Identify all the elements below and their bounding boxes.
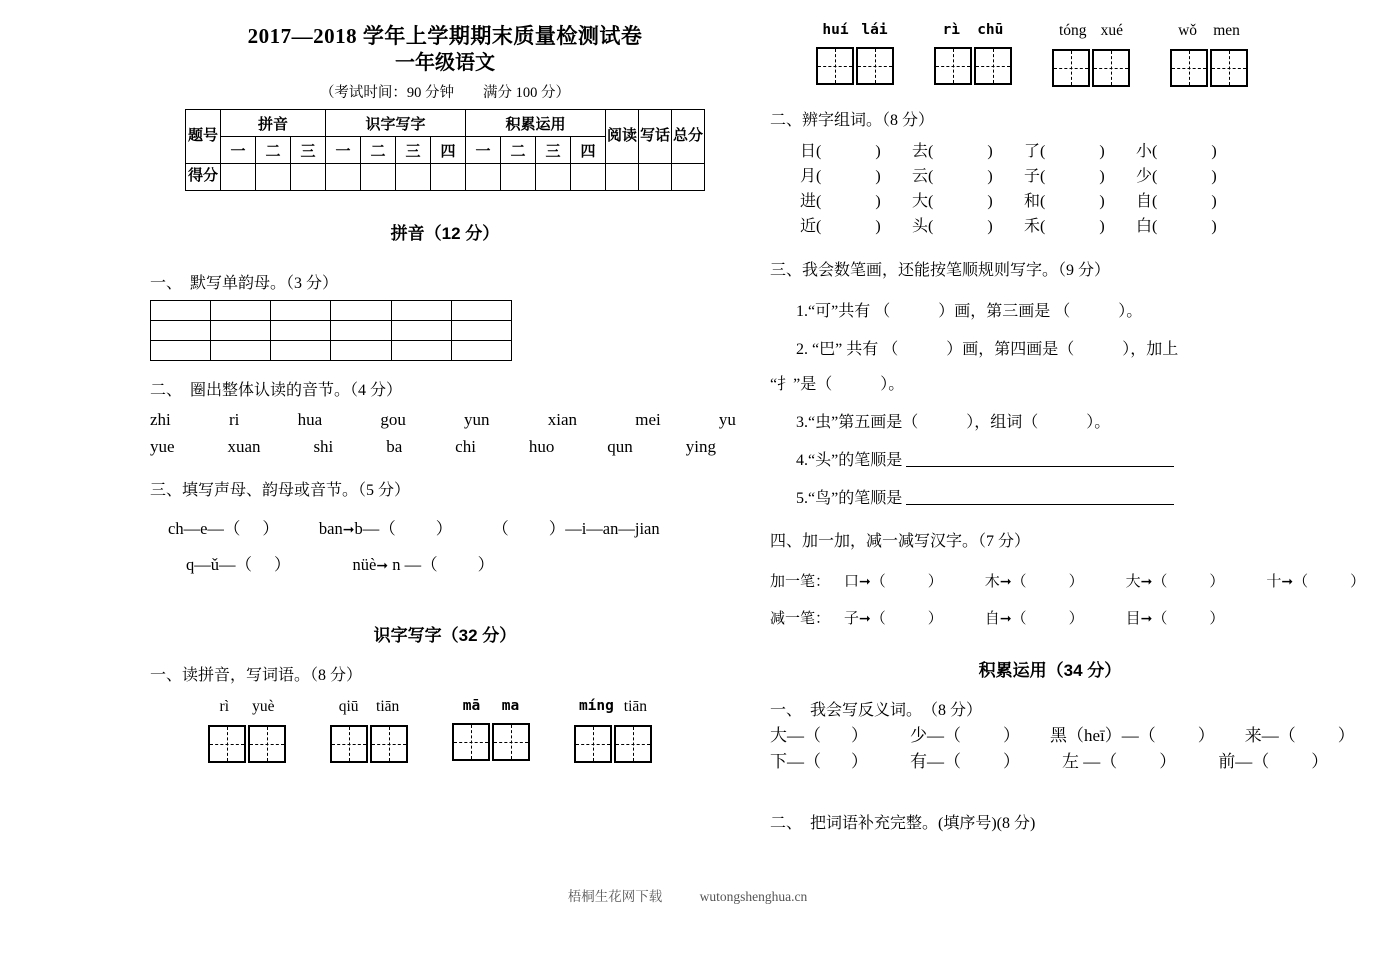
score-cell[interactable]: [672, 164, 705, 191]
bianzi-char: 子(: [1024, 168, 1046, 185]
tianzige-pair: [330, 725, 408, 763]
bianzi-paren-close: ): [875, 168, 881, 185]
syllable-row-1: [150, 410, 740, 430]
write-words-exercise-right: [770, 22, 1330, 87]
tianzige-pair: [208, 725, 286, 763]
pinyin-syllable: rì: [942, 22, 961, 38]
pinyin-syllable: tiān: [376, 698, 400, 716]
group-head-shizi: 识字写字: [326, 110, 466, 137]
antonym-prompt: 有—（: [910, 751, 961, 771]
question-heading-pinyin-2: 二、 圈出整体认读的音节。（4 分）: [150, 382, 403, 400]
antonym-prompt: 左 —（: [1062, 751, 1118, 771]
score-cell[interactable]: [431, 164, 466, 191]
bianzi-char: 进(: [800, 193, 822, 210]
left-column: [150, 22, 740, 763]
word-group: [934, 22, 1012, 87]
pinyin-label-pair: [1052, 22, 1130, 40]
subtract-stroke-label: 减一笔：: [770, 611, 831, 627]
question-heading-shizi-1: 一、读拼音，写词语。（8 分）: [150, 667, 363, 685]
paren-open: （: [1293, 574, 1309, 590]
bianzi-paren-close: ): [1099, 168, 1105, 185]
right-column: [770, 22, 1366, 836]
character-word-grid: [800, 137, 1248, 237]
bianzi-cell[interactable]: [912, 162, 1024, 187]
pinyin-syllable: ma: [501, 698, 520, 715]
bianzi-char: 大(: [912, 193, 934, 210]
page-title: 2017—2018 学年上学期期末质量检测试卷: [247, 24, 643, 48]
stroke-char: 口: [844, 574, 860, 590]
answer-blank[interactable]: ）: [1350, 574, 1366, 590]
footer-brand: 梧桐生花网下载: [567, 889, 663, 904]
word-group: [208, 698, 286, 763]
syllable[interactable]: gou: [380, 410, 406, 430]
grid-cell[interactable]: [211, 321, 271, 341]
tianzige-box[interactable]: [248, 725, 286, 763]
tianzige-box[interactable]: [1170, 49, 1208, 87]
bianzi-paren-close: ): [1211, 193, 1217, 210]
bianzi-char: 去(: [912, 143, 934, 160]
pinyin-label-pair: [934, 22, 1012, 38]
tianzige-pair: [452, 723, 530, 761]
add-stroke-label: 加一笔：: [770, 574, 831, 590]
column-head-reading: 阅读: [606, 110, 639, 164]
answer-blank[interactable]: ）: [851, 726, 868, 745]
question-heading-shizi-2: 二、辨字组词。（8 分）: [770, 112, 935, 129]
pinyin-syllable: chū: [977, 22, 1004, 38]
syllable[interactable]: yue: [150, 437, 175, 457]
bianzi-paren-close: ): [987, 193, 993, 210]
answer-blank[interactable]: ）: [1068, 574, 1084, 590]
sub-head-shizi-2: 二: [361, 137, 396, 164]
stroke-item-2-cont[interactable]: “扌”是（ ）。: [770, 376, 905, 393]
arrow-icon: ➞: [1140, 612, 1153, 627]
tianzige-box[interactable]: [1092, 49, 1130, 87]
bianzi-cell[interactable]: [912, 212, 1024, 237]
grid-cell[interactable]: [151, 301, 211, 321]
pinyin-label-pair: [330, 698, 408, 716]
answer-underline[interactable]: [906, 490, 1174, 505]
arrow-icon: ➞: [342, 523, 355, 539]
stroke-char: 自: [984, 611, 1000, 627]
bianzi-paren-close: ): [1211, 218, 1217, 235]
grid-cell[interactable]: [391, 321, 451, 341]
bianzi-cell[interactable]: [1024, 187, 1136, 212]
answer-blank[interactable]: ）: [1209, 611, 1225, 627]
pinyin-syllable: men: [1213, 22, 1240, 39]
stroke-item-2[interactable]: 2. “巴” 共有 （ ）画，第四画是（ ），加上: [796, 341, 1179, 358]
bianzi-paren-close: ): [875, 218, 881, 235]
syllable[interactable]: ri: [228, 410, 240, 430]
word-group: [1170, 22, 1248, 87]
grid-cell[interactable]: [331, 321, 391, 341]
fill-prompt: ban: [318, 519, 343, 539]
bianzi-cell[interactable]: [800, 212, 912, 237]
bianzi-char: 近(: [800, 218, 822, 235]
grid-cell[interactable]: [271, 321, 331, 341]
tianzige-box[interactable]: [614, 725, 652, 763]
syllable[interactable]: hua: [297, 410, 323, 430]
bianzi-cell[interactable]: [1136, 212, 1248, 237]
antonym-prompt: 少—（: [910, 726, 961, 745]
score-cell[interactable]: [256, 164, 291, 191]
answer-blank[interactable]: ）: [927, 574, 943, 590]
answer-blank[interactable]: ）: [1159, 751, 1177, 771]
stroke-char: 目: [1125, 611, 1141, 627]
column-head-writing: 写话: [639, 110, 672, 164]
answer-blank[interactable]: ）: [1003, 751, 1020, 771]
pinyin-syllable: rì: [219, 698, 229, 716]
bianzi-cell[interactable]: [912, 187, 1024, 212]
word-group: [452, 698, 530, 763]
pinyin-syllable: huí: [822, 22, 849, 38]
pinyin-label-pair: [1170, 22, 1248, 40]
score-cell[interactable]: [536, 164, 571, 191]
bianzi-paren-close: ): [1099, 193, 1105, 210]
grid-cell[interactable]: [211, 341, 271, 361]
section-title-shizi: 识字写字（32 分）: [373, 626, 517, 646]
pinyin-label-pair: [574, 698, 652, 716]
question-heading-jilei-1: 一、 我会写反义词。 （8 分）: [770, 702, 983, 719]
answer-blank[interactable]: ）: [851, 751, 868, 771]
fill-answer-blank[interactable]: ）—i—an—jian: [548, 519, 660, 539]
sub-head-shizi-4: 四: [431, 137, 466, 164]
stroke-char: 木: [984, 574, 1000, 590]
sub-head-shizi-1: 一: [326, 137, 361, 164]
question-heading-pinyin-1: 一、 默写单韵母。（3 分）: [150, 275, 339, 293]
section-title-jilei: 积累运用（34 分）: [978, 661, 1122, 680]
syllable[interactable]: ba: [386, 437, 403, 457]
table-row-score: [186, 164, 705, 191]
tianzige-pair: [1170, 49, 1248, 87]
sub-head-jilei-2: 二: [501, 137, 536, 164]
grid-cell[interactable]: [451, 301, 511, 321]
group-head-pinyin: 拼音: [221, 110, 326, 137]
tianzige-box[interactable]: [1052, 49, 1090, 87]
antonym-row-1: [770, 723, 1355, 749]
fill-prompt: （: [492, 519, 509, 539]
column-head-total: 总分: [672, 110, 705, 164]
sub-head-jilei-4: 四: [571, 137, 606, 164]
score-cell[interactable]: [571, 164, 606, 191]
table-row-group-heads: [186, 110, 705, 137]
arrow-icon: ➞: [1281, 575, 1294, 590]
bianzi-paren-close: ): [1099, 218, 1105, 235]
question-heading-jilei-2: 二、 把词语补充完整。(填序号)(8 分): [770, 815, 1036, 832]
syllable[interactable]: mei: [635, 410, 661, 430]
bianzi-cell[interactable]: [1024, 162, 1136, 187]
antonym-prompt: 大—（: [770, 726, 821, 745]
section-title-pinyin: 拼音（12 分）: [390, 224, 500, 244]
paren-open: （: [870, 574, 886, 590]
fill-prompt: b—（: [354, 519, 396, 539]
tianzige-pair: [934, 47, 1012, 85]
stroke-char: 十: [1266, 574, 1282, 590]
bianzi-cell[interactable]: [1136, 162, 1248, 187]
answer-blank[interactable]: ）: [1209, 574, 1225, 590]
bianzi-paren-close: ): [987, 168, 993, 185]
bianzi-paren-close: ): [1211, 168, 1217, 185]
word-group: [1052, 22, 1130, 87]
bianzi-cell[interactable]: [800, 137, 912, 162]
bianzi-char: 月(: [800, 168, 822, 185]
score-cell[interactable]: [291, 164, 326, 191]
answer-blank[interactable]: ）: [1311, 751, 1329, 771]
tianzige-pair: [574, 725, 652, 763]
tianzige-box[interactable]: [934, 47, 972, 85]
syllable[interactable]: qun: [607, 437, 633, 457]
stroke-char: 子: [844, 611, 860, 627]
page-subtitle: 一年级语文: [395, 52, 495, 75]
bianzi-paren-close: ): [875, 193, 881, 210]
arrow-icon: ➞: [999, 612, 1012, 627]
pinyin-syllable: lái: [861, 22, 888, 38]
bianzi-char: 日(: [800, 143, 822, 160]
bianzi-paren-close: ): [987, 143, 993, 160]
fill-answer-blank[interactable]: ）: [435, 519, 453, 539]
grid-cell[interactable]: [151, 341, 211, 361]
pinyin-syllable: xué: [1100, 22, 1123, 39]
grid-cell[interactable]: [391, 301, 451, 321]
bianzi-paren-close: ): [875, 143, 881, 160]
bianzi-char: 禾(: [1024, 218, 1046, 235]
fill-prompt: q—ǔ—（: [186, 555, 252, 575]
syllable[interactable]: ying: [685, 437, 716, 457]
fill-answer-blank[interactable]: ）: [477, 555, 495, 575]
bianzi-cell[interactable]: [1136, 187, 1248, 212]
score-cell[interactable]: [361, 164, 396, 191]
bianzi-paren-close: ): [1211, 143, 1217, 160]
fill-prompt: n —（: [392, 555, 438, 575]
bianzi-paren-close: ): [987, 218, 993, 235]
arrow-icon: ➞: [1140, 575, 1153, 590]
question-heading-shizi-4: 四、加一加，减一减写汉字。（7 分）: [770, 533, 1031, 550]
antonym-prompt: 前—（: [1218, 751, 1270, 771]
tianzige-box[interactable]: [452, 723, 490, 761]
score-cell[interactable]: [466, 164, 501, 191]
sub-head-pinyin-2: 二: [256, 137, 291, 164]
fill-prompt: nüè: [352, 555, 377, 575]
pinyin-label-pair: [452, 698, 530, 714]
table-row: [151, 341, 512, 361]
paren-open: （: [1152, 611, 1168, 627]
grid-cell[interactable]: [451, 341, 511, 361]
bianzi-char: 少(: [1136, 168, 1158, 185]
row-label-score: 得分: [186, 164, 221, 191]
bianzi-char: 和(: [1024, 193, 1046, 210]
sub-head-pinyin-3: 三: [291, 137, 326, 164]
pinyin-syllable: tiān: [623, 698, 648, 716]
tianzige-box[interactable]: [974, 47, 1012, 85]
grid-cell[interactable]: [391, 341, 451, 361]
answer-blank[interactable]: ）: [1003, 726, 1020, 745]
grid-cell[interactable]: [331, 301, 391, 321]
word-group: [816, 22, 894, 87]
paren-open: （: [1011, 574, 1027, 590]
footer: [0, 885, 1375, 905]
table-row: [151, 321, 512, 341]
score-cell[interactable]: [326, 164, 361, 191]
arrow-icon: ➞: [859, 612, 871, 627]
pinyin-syllable: yuè: [252, 698, 275, 716]
question-heading-pinyin-3: 三、填写声母、韵母或音节。（5 分）: [150, 482, 411, 500]
stroke-char: 大: [1125, 574, 1141, 590]
group-head-jilei: 积累运用: [466, 110, 606, 137]
syllable[interactable]: shi: [313, 437, 334, 457]
grid-cell[interactable]: [151, 321, 211, 341]
tianzige-box[interactable]: [856, 47, 894, 85]
pinyin-syllable: wǒ: [1178, 22, 1198, 39]
stroke-item-1[interactable]: 1.“可”共有 （ ）画，第三画是 （ ）。: [796, 303, 1143, 320]
answer-underline[interactable]: [906, 452, 1174, 467]
tianzige-pair: [1052, 49, 1130, 87]
pinyin-label-pair: [208, 698, 286, 716]
tianzige-box[interactable]: [330, 725, 368, 763]
pinyin-syllable: qiū: [338, 698, 359, 716]
bianzi-paren-close: ): [1099, 143, 1105, 160]
tianzige-pair: [816, 47, 894, 85]
sub-head-shizi-3: 三: [396, 137, 431, 164]
syllable[interactable]: huo: [528, 437, 555, 457]
sub-head-jilei-3: 三: [536, 137, 571, 164]
antonym-prompt: 黑（heī）—（: [1050, 726, 1156, 745]
add-stroke-row: [770, 570, 1366, 591]
fill-answer-blank[interactable]: ）: [262, 519, 279, 539]
row-label-question-number: 题号: [186, 110, 221, 164]
bianzi-char: 头(: [912, 218, 934, 235]
grid-cell[interactable]: [331, 341, 391, 361]
bianzi-char: 小(: [1136, 143, 1158, 160]
arrow-icon: ➞: [859, 575, 871, 590]
stroke-item-5-label: 5.“鸟”的笔顺是: [796, 490, 903, 507]
score-table: [185, 109, 705, 191]
bianzi-char: 云(: [912, 168, 934, 185]
pinyin-label-pair: [816, 22, 894, 38]
exam-meta: （考试时间：90 分钟 满分 100 分）: [319, 85, 571, 102]
score-cell[interactable]: [396, 164, 431, 191]
stroke-item-3[interactable]: 3.“虫”第五画是（ ），组词（ ）。: [796, 414, 1111, 431]
fill-blank-row-2: [150, 551, 740, 575]
syllable[interactable]: xuan: [227, 437, 261, 457]
table-row: [800, 137, 1248, 162]
antonym-prompt: 来—（: [1244, 726, 1296, 745]
sub-head-jilei-1: 一: [466, 137, 501, 164]
answer-blank[interactable]: ）: [927, 611, 943, 627]
syllable-row-2: [150, 437, 740, 457]
answer-blank[interactable]: ）: [1337, 726, 1355, 745]
fill-prompt: ch—e—（: [168, 519, 241, 539]
paren-open: （: [870, 611, 886, 627]
subtract-stroke-row: [770, 607, 1330, 628]
question-heading-shizi-3: 三、我会数笔画，还能按笔顺规则写字。（9 分）: [770, 262, 1111, 279]
sub-head-pinyin-1: 一: [221, 137, 256, 164]
score-cell[interactable]: [221, 164, 256, 191]
table-row: [800, 212, 1248, 237]
syllable[interactable]: yu: [718, 410, 736, 430]
answer-blank[interactable]: ）: [1068, 611, 1084, 627]
bianzi-cell[interactable]: [1136, 137, 1248, 162]
pinyin-syllable: mā: [462, 698, 481, 715]
answer-blank[interactable]: ）: [1197, 726, 1215, 745]
antonym-prompt: 下—（: [770, 751, 821, 771]
syllable[interactable]: zhi: [150, 410, 171, 430]
tianzige-box[interactable]: [208, 725, 246, 763]
stroke-item-5[interactable]: [770, 485, 1330, 508]
bianzi-char: 了(: [1024, 143, 1046, 160]
table-row: [800, 162, 1248, 187]
grid-cell[interactable]: [271, 341, 331, 361]
paren-open: （: [1152, 574, 1168, 590]
syllable[interactable]: xian: [547, 410, 578, 430]
word-group: [574, 698, 652, 763]
tianzige-box[interactable]: [816, 47, 854, 85]
arrow-icon: ➞: [376, 559, 389, 575]
bianzi-cell[interactable]: [800, 162, 912, 187]
vowel-writing-grid[interactable]: [150, 300, 512, 361]
tianzige-box[interactable]: [574, 725, 612, 763]
paren-open: （: [1011, 611, 1027, 627]
stroke-item-4-label: 4.“头”的笔顺是: [796, 452, 903, 469]
bianzi-cell[interactable]: [1024, 212, 1136, 237]
grid-cell[interactable]: [211, 301, 271, 321]
word-group: [330, 698, 408, 763]
score-cell[interactable]: [501, 164, 536, 191]
syllable[interactable]: chi: [455, 437, 476, 457]
syllable[interactable]: yun: [464, 410, 490, 430]
tianzige-box[interactable]: [370, 725, 408, 763]
bianzi-cell[interactable]: [1024, 137, 1136, 162]
write-words-exercise-left: [150, 698, 740, 763]
pinyin-syllable: míng: [578, 698, 614, 715]
tianzige-box[interactable]: [1210, 49, 1248, 87]
table-row: [151, 301, 512, 321]
stroke-item-4[interactable]: [770, 447, 1330, 470]
pinyin-syllable: tóng: [1059, 22, 1087, 39]
bianzi-char: 白(: [1136, 218, 1158, 235]
fill-answer-blank[interactable]: ）: [274, 555, 291, 575]
fill-blank-row-1: [150, 515, 740, 539]
tianzige-box[interactable]: [492, 723, 530, 761]
score-cell[interactable]: [606, 164, 639, 191]
table-row: [800, 187, 1248, 212]
footer-site: wutongshenghua.cn: [699, 889, 808, 904]
grid-cell[interactable]: [271, 301, 331, 321]
grid-cell[interactable]: [451, 321, 511, 341]
score-cell[interactable]: [639, 164, 672, 191]
bianzi-cell[interactable]: [800, 187, 912, 212]
antonym-row-2: [770, 749, 1330, 775]
bianzi-char: 自(: [1136, 193, 1158, 210]
bianzi-cell[interactable]: [912, 137, 1024, 162]
arrow-icon: ➞: [999, 575, 1012, 590]
